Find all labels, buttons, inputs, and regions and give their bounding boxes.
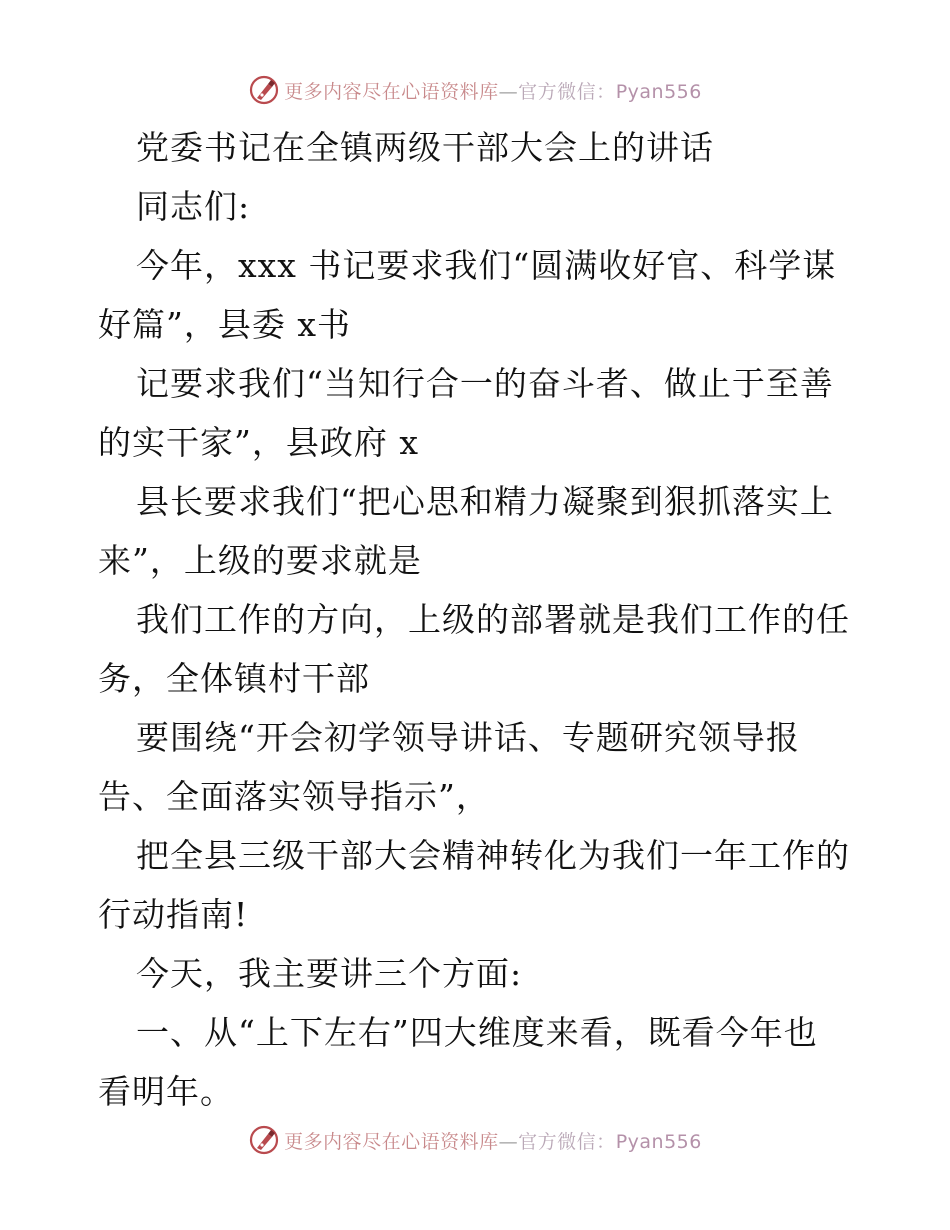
watermark-text xyxy=(284,77,702,104)
footer-watermark xyxy=(0,1120,950,1160)
paragraph-line: 的实干家”，县政府 x xyxy=(98,423,419,462)
paragraph-line: 我们工作的方向，上级的部署就是我们工作的任 xyxy=(136,600,850,639)
paragraph-line: 记要求我们“当知行合一的奋斗者、做止于至善 xyxy=(136,364,834,403)
paragraph-line: 好篇”，县委 x书 xyxy=(98,305,351,344)
watermark-wechat: 官方微信： xyxy=(518,1130,616,1153)
paragraph-line: 要围绕“开会初学领导讲话、专题研究领导报 xyxy=(136,718,800,757)
document-title: 党委书记在全镇两级干部大会上的讲话 xyxy=(136,128,714,167)
watermark-dash: — xyxy=(498,80,519,103)
paragraph-line: 把全县三级干部大会精神转化为我们一年工作的 xyxy=(136,836,850,875)
section-heading: 一、从“上下左右”四大维度来看，既看今年也 xyxy=(136,1013,818,1052)
watermark-handle: Pyan556 xyxy=(615,1130,702,1153)
watermark-dash: — xyxy=(498,1130,519,1153)
paragraph-line: 行动指南! xyxy=(98,895,249,934)
watermark-wechat: 官方微信： xyxy=(518,80,616,103)
pen-nib-logo-icon xyxy=(248,74,280,106)
watermark-main: 更多内容尽在心语资料库 xyxy=(284,1130,499,1153)
watermark-handle: Pyan556 xyxy=(615,80,702,103)
paragraph-line: 县长要求我们“把心思和精力凝聚到狠抓落实上 xyxy=(136,482,834,521)
watermark-main: 更多内容尽在心语资料库 xyxy=(284,80,499,103)
section-heading-continued: 看明年。 xyxy=(98,1072,234,1111)
paragraph-line: 务，全体镇村干部 xyxy=(98,659,370,698)
document-body xyxy=(98,118,858,1121)
pen-nib-logo-icon xyxy=(248,1124,280,1156)
salutation: 同志们: xyxy=(136,187,251,226)
paragraph-line: 今天，我主要讲三个方面: xyxy=(136,954,523,993)
paragraph-line: 来”，上级的要求就是 xyxy=(98,541,422,580)
watermark-text xyxy=(284,1127,702,1154)
paragraph-line: 今年，xxx 书记要求我们“圆满收好官、科学谋 xyxy=(136,246,837,285)
paragraph-line: 告、全面落实领导指示”， xyxy=(98,777,490,816)
header-watermark xyxy=(0,70,950,110)
